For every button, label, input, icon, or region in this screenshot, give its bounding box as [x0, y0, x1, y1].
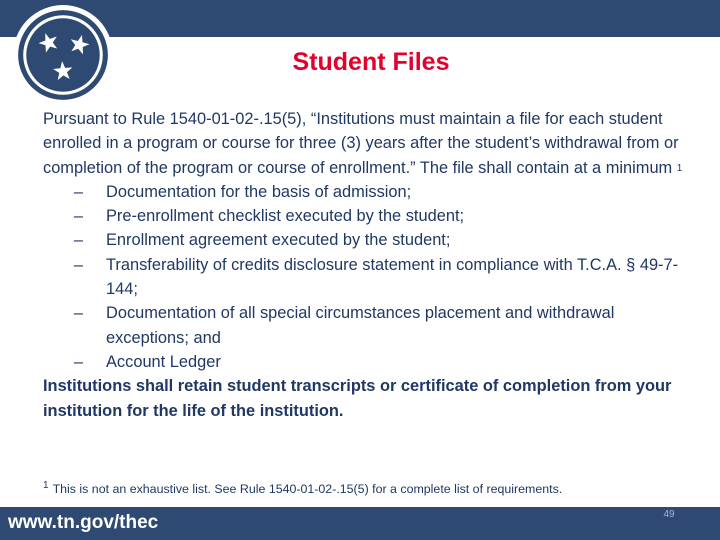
requirement-text: Documentation for the basis of admission; — [106, 182, 412, 201]
requirement-text: Documentation of all special circumstances placement and withdrawal exceptions; and — [106, 304, 615, 347]
requirement-text: Transferability of credits disclosure statement in compliance with T.C.A. § 49-7-144; — [106, 255, 679, 299]
requirement-text: Pre-enrollment checklist executed by the student; — [106, 207, 465, 226]
intro-text: Pursuant to Rule 1540-01-02-.15(5), “Institutions must maintain a file for each student enrolled in a program or course for three (3) years after the student’s withdrawal from or completion of the program or course of enrollment.” The file shall contain at a minimum — [43, 110, 679, 177]
retention-statement: Institutions shall retain student transcripts or certificate of completion from your institution for the life of the institution. — [43, 377, 672, 420]
list-item — [43, 228, 683, 252]
page-number: 49 — [663, 509, 675, 520]
requirements-list — [43, 180, 683, 374]
footnote-number: 1 — [43, 480, 49, 491]
footnote-text: This is not an exhaustive list. See Rule 1540-01-02-.15(5) for a complete list of requirements. — [52, 482, 563, 496]
footnote — [43, 482, 703, 496]
dash-bullet: – — [73, 304, 83, 323]
dash-bullet: – — [73, 207, 83, 226]
dash-bullet: – — [73, 182, 83, 201]
footnote-marker: 1 — [676, 162, 683, 174]
list-item — [43, 204, 683, 228]
list-item — [43, 253, 683, 302]
requirement-text: Account Ledger — [106, 352, 221, 371]
dash-bullet: – — [73, 231, 83, 250]
footer-url: www.tn.gov/thec — [8, 512, 159, 533]
requirement-text: Enrollment agreement executed by the student; — [106, 231, 451, 250]
slide-body — [43, 107, 683, 423]
intro-paragraph — [43, 107, 683, 180]
list-item — [43, 350, 683, 374]
tennessee-tristar-logo-icon — [12, 4, 114, 106]
dash-bullet: – — [73, 255, 83, 274]
slide-title: Student Files — [292, 48, 450, 76]
dash-bullet: – — [73, 352, 83, 371]
list-item — [43, 301, 683, 350]
list-item — [43, 180, 683, 204]
